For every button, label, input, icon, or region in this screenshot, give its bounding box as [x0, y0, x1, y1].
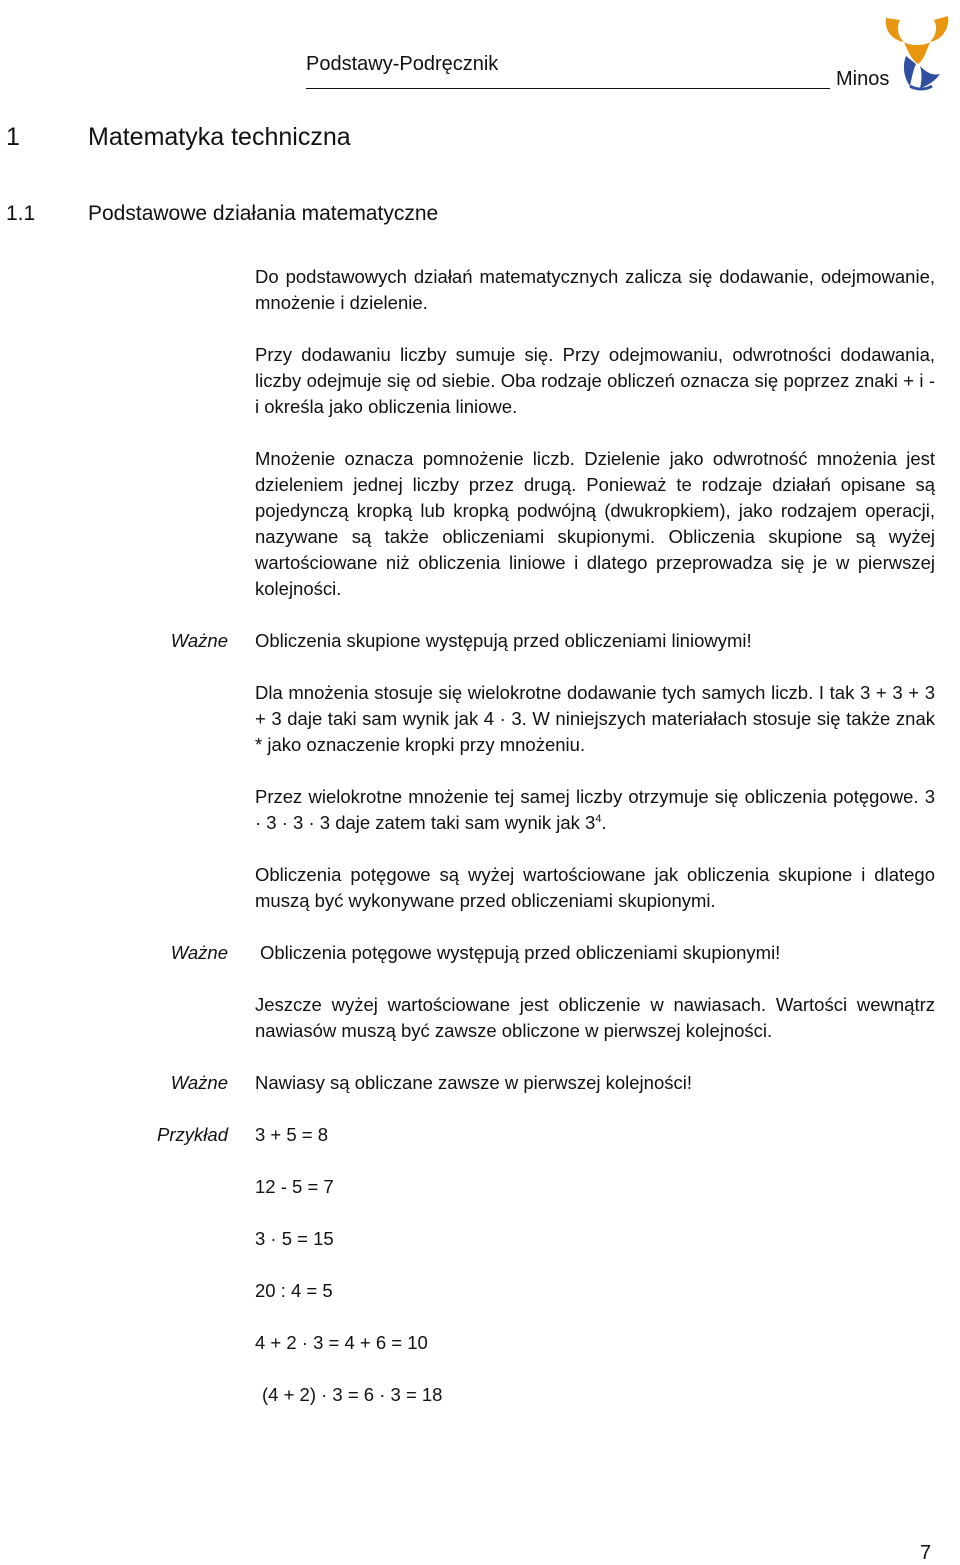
- powers-exponent: 4: [595, 813, 602, 825]
- note-label-important: Ważne: [170, 630, 228, 651]
- example-line: 4 + 2 · 3 = 4 + 6 = 10: [255, 1332, 428, 1353]
- header-brand: Minos: [836, 68, 890, 90]
- page-number: 7: [920, 1542, 932, 1564]
- note-text-brackets-first: Nawiasy są obliczane zawsze w pierwszej kolejności!: [255, 1072, 692, 1093]
- note-label-important: Ważne: [170, 1072, 228, 1093]
- note-label-important: Ważne: [170, 942, 228, 963]
- powers-text: Przez wielokrotne mnożenie tej samej liczby otrzymuje się obliczenia potęgowe. 3 · 3 · 3 · 3 daje zatem taki sam wynik jak 3: [255, 786, 935, 833]
- section-number: 1.1: [6, 202, 36, 225]
- chapter-heading: [6, 122, 351, 152]
- header-rule: [306, 88, 830, 89]
- chapter-number: 1: [6, 123, 20, 151]
- section-heading: [6, 200, 438, 228]
- section-title: Podstawowe działania matematyczne: [88, 202, 439, 225]
- bull-head-logo-icon: [880, 6, 954, 94]
- paragraph-brackets: Jeszcze wyżej wartościowane jest obliczenie w nawiasach. Wartości wewnątrz nawiasów muszą być zawsze obliczone w pierwszej kolejności.: [255, 994, 935, 1041]
- example-line: 20 : 4 = 5: [255, 1280, 333, 1301]
- example-line: 3 + 5 = 8: [255, 1124, 329, 1145]
- example-line: 12 - 5 = 7: [255, 1176, 334, 1197]
- paragraph-basic-operations: Do podstawowych działań matematycznych zalicza się dodawanie, odejmowanie, mnożenie i dzielenie.: [255, 266, 935, 313]
- paragraph-multiplication: Dla mnożenia stosuje się wielokrotne dodawanie tych samych liczb. I tak 3 + 3 + 3 + 3 daje taki sam wynik jak 4 · 3. W niniejszych materiałach stosuje się także znak * jako oznaczenie kropki przy mnożeniu.: [255, 682, 935, 755]
- powers-end: .: [601, 812, 607, 833]
- example-line: 3 · 5 = 15: [255, 1228, 334, 1249]
- paragraph-powers: [255, 784, 935, 836]
- paragraph-linear-operations: Przy dodawaniu liczby sumuje się. Przy odejmowaniu, odwrotności dodawania, liczby odejmuje się od siebie. Oba rodzaje obliczeń oznacza się poprzez znaki + i - i określa jako obliczenia liniowe.: [255, 344, 935, 417]
- example-line: (4 + 2) · 3 = 6 · 3 = 18: [262, 1384, 443, 1405]
- paragraph-powers-priority: Obliczenia potęgowe są wyżej wartościowane jak obliczenia skupione i dlatego muszą być wykonywane przed obliczeniami skupionymi.: [255, 864, 935, 911]
- paragraph-point-operations: Mnożenie oznacza pomnożenie liczb. Dzielenie jako odwrotność mnożenia jest dzieleniem jednej liczby przez drugą. Ponieważ te rodzaje działań opisane są pojedynczą kropką lub kropką podwójną (dwukropkiem), jako rodzajem operacji, nazywane są także obliczeniami skupionymi. Obliczenia skupione są wyżej wartościowane niż obliczenia liniowe i dlatego przeprowadza się je w pierwszej kolejności.: [255, 448, 935, 599]
- note-text-powers-before-point: Obliczenia potęgowe występują przed obliczeniami skupionymi!: [260, 942, 781, 963]
- chapter-title: Matematyka techniczna: [88, 123, 351, 151]
- note-text-point-before-linear: Obliczenia skupione występują przed obliczeniami liniowymi!: [255, 630, 752, 651]
- example-label: Przykład: [157, 1124, 228, 1145]
- running-header-title: Podstawy-Podręcznik: [306, 53, 499, 75]
